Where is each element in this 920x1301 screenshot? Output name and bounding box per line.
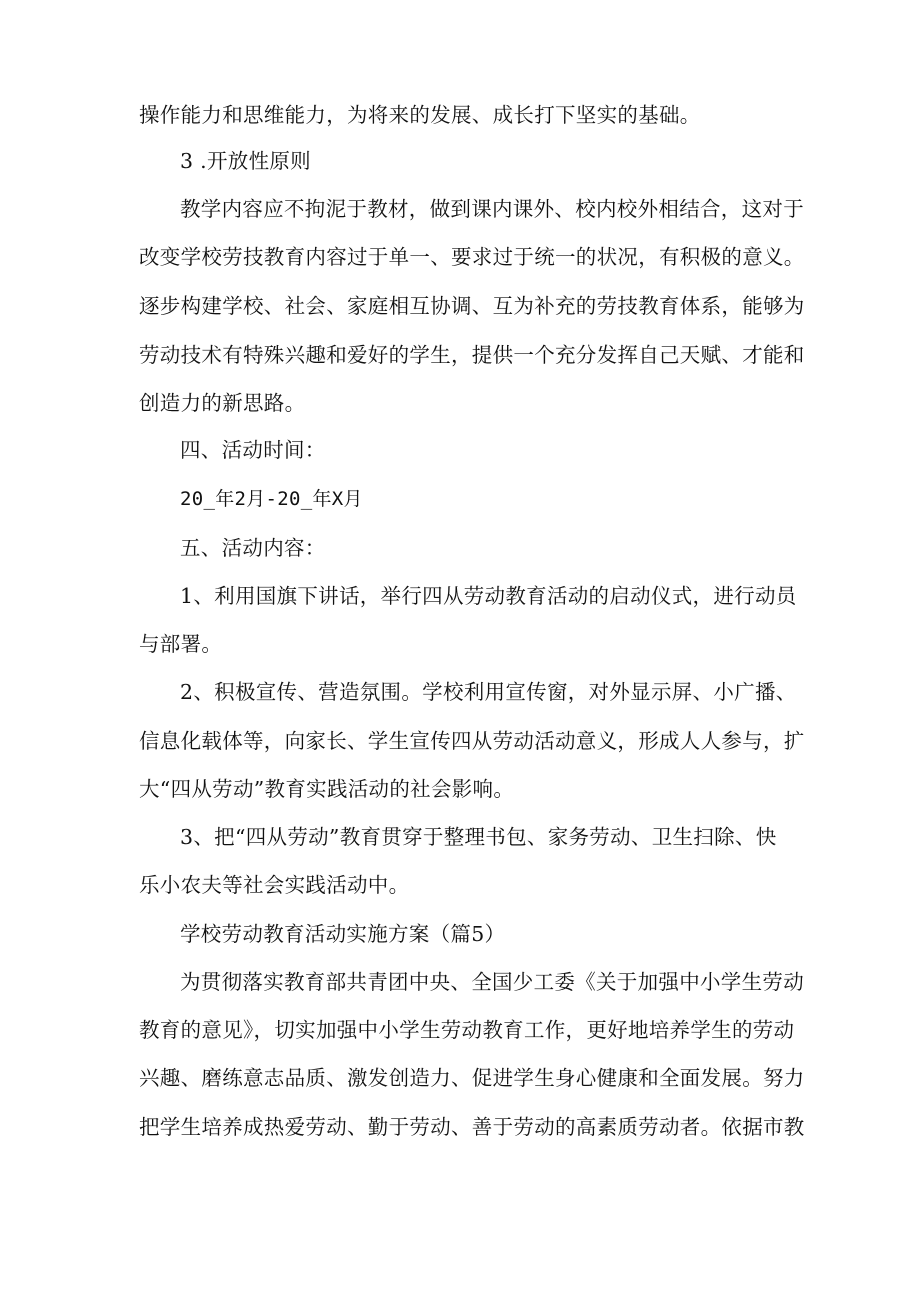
text-line: 大“四从劳动”教育实践活动的社会影响。 xyxy=(139,777,515,801)
text-line: 1、利用国旗下讲话，举行四从劳动教育活动的启动仪式，进行动员 xyxy=(180,584,797,608)
text-line: 劳动技术有特殊兴趣和爱好的学生，提供一个充分发挥自己天赋、才能和 xyxy=(139,343,805,367)
text-line: 教学内容应不拘泥于教材，做到课内课外、校内校外相结合，这对于 xyxy=(180,197,804,221)
section-heading: 四、活动时间： xyxy=(180,438,326,462)
text-line: 为贯彻落实教育部共青团中央、全国少工委《关于加强中小学生劳动 xyxy=(180,970,804,994)
text-line: 把学生培养成热爱劳动、勤于劳动、善于劳动的高素质劳动者。依据市教 xyxy=(139,1115,805,1139)
date-range: 20_年2月-20_年X月 xyxy=(180,488,363,510)
text-line: 2、积极宣传、营造氛围。学校利用宣传窗，对外显示屏、小广播、 xyxy=(180,680,797,704)
text-line: 兴趣、磨练意志品质、激发创造力、促进学生身心健康和全面发展。努力 xyxy=(139,1066,805,1090)
text-line: 信息化载体等，向家长、学生宣传四从劳动活动意义，形成人人参与，扩 xyxy=(139,729,805,753)
text-line: 教育的意见》，切实加强中小学生劳动教育工作，更好地培养学生的劳动 xyxy=(139,1018,795,1042)
text-line: 操作能力和思维能力，为将来的发展、成长打下坚实的基础。 xyxy=(139,103,701,127)
text-line: 3、把“四从劳动”教育贯穿于整理书包、家务劳动、卫生扫除、快 xyxy=(180,825,777,849)
text-line: 逐步构建学校、社会、家庭相互协调、互为补充的劳技教育体系，能够为 xyxy=(139,294,805,318)
text-line: 乐小农夫等社会实践活动中。 xyxy=(139,873,410,897)
article-title: 学校劳动教育活动实施方案（篇5） xyxy=(180,922,506,946)
section-heading: 五、活动内容： xyxy=(180,536,326,560)
text-line: 与部署。 xyxy=(139,632,223,656)
text-line: 改变学校劳技教育内容过于单一、要求过于统一的状况，有积极的意义。 xyxy=(139,245,805,269)
section-heading: 3 .开放性原则 xyxy=(180,149,311,173)
text-line: 创造力的新思路。 xyxy=(139,391,306,415)
